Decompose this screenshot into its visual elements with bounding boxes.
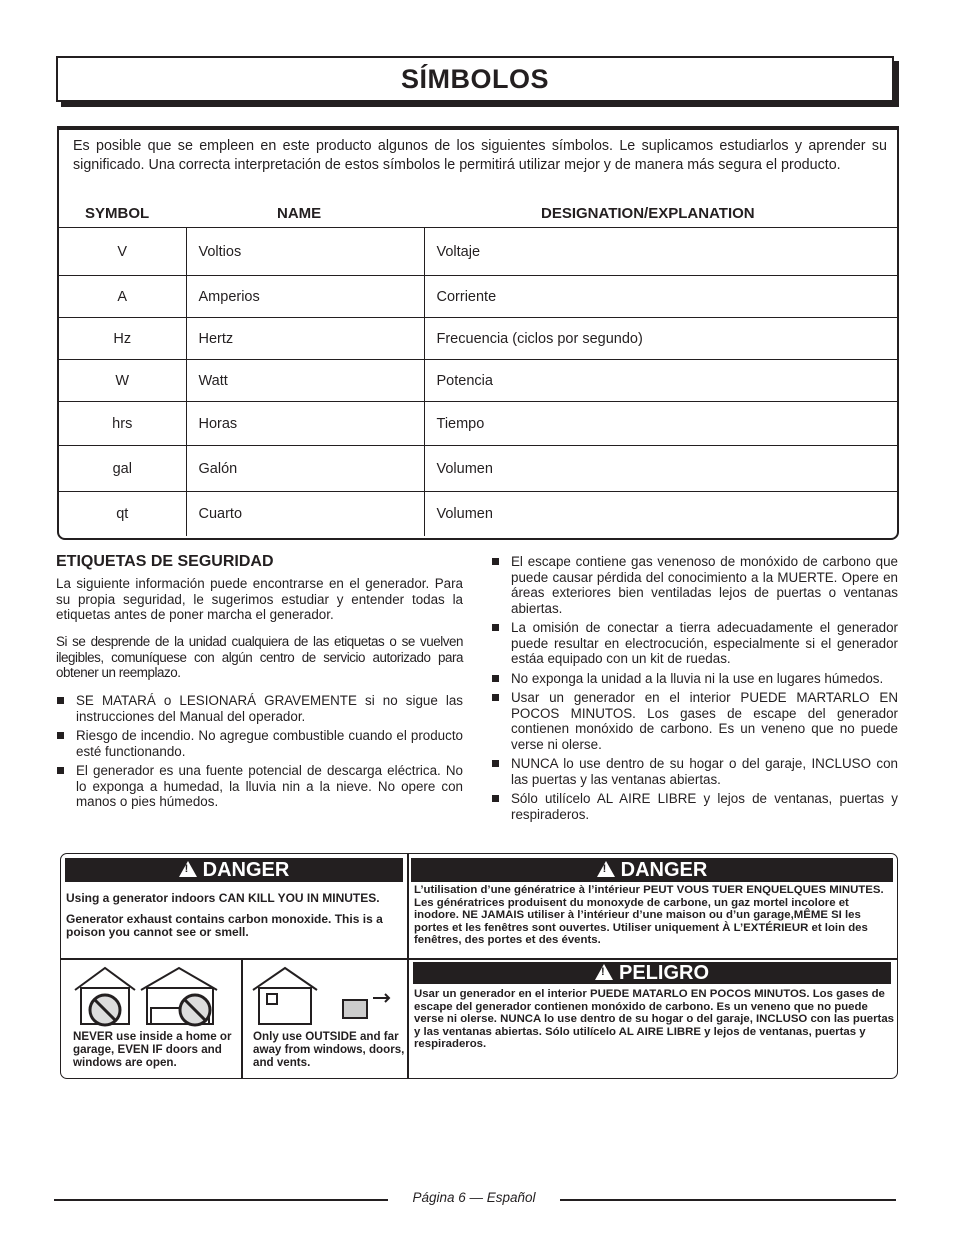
cell-symbol: A [59,276,186,318]
list-item: No exponga la unidad a la lluvia ni la use en lugares húmedos. [491,671,898,687]
safety-para-2: Si se desprende de la unidad cualquiera de las etiquetas o se vuelven ilegibles, comuníquese con algún centro de servicio autorizado para obtener un reemplazo. [56,634,463,680]
table-row [59,446,897,492]
footer-rule-left [54,1199,388,1201]
page-footer: Página 6 — Español [412,1190,536,1205]
table-row [59,276,897,318]
label-es-text: Usar un generador en el interior PUEDE MATARLO EN POCOS MINUTOS. Los gases de escape del generador contienen monóxido de carbono. Es un veneno que no puede verse ni olerse. NUNCA lo use dentro de su hogar o del garaje, INCLUSO con las puertas y las ventanas abiertas. Sólo utilícelo AL AIRE LIBRE y lejos de ventanas, puertas y respiraderos. [414,988,895,1051]
list-item: Sólo utilícelo AL AIRE LIBRE y lejos de ventanas, puertas y respiraderos. [491,791,898,822]
safety-label [60,853,898,1079]
symbols-intro: Es posible que se empleen en este producto algunos de los siguientes símbolos. Le suplicamos estudiarlos y aprender su significado. Una correcta interpretación de estos símbolos le permitirá utilizar mejor y de manera más segura el producto. [73,138,887,173]
table-row [59,402,897,446]
table-row [59,318,897,360]
cell-symbol: hrs [59,402,186,446]
list-item: La omisión de conectar a tierra adecuadamente el generador puede resultar en electrocución, especialmente si el generador estáa equipado con un kit de ruedas. [491,620,898,667]
peligro-banner: !PELIGRO [413,962,891,984]
danger-banner-fr: ! DANGER [411,858,893,882]
footer-rule-right [560,1199,896,1201]
symbols-table [59,227,897,536]
pictogram1-caption: NEVER use inside a home or garage, EVEN IF doors and windows are open. [73,1030,232,1069]
cell-designation: Volumen [424,492,897,536]
list-item: SE MATARÁ o LESIONARÁ GRAVEMENTE si no sigue las instrucciones del Manual del operador. [56,693,463,724]
table-row [59,228,897,276]
cell-name: Watt [186,360,424,402]
list-item: El generador es una fuente potencial de descarga eléctrica. No lo exponga a humedad, la lluvia nin a la nieve. No opere con manos o pies húmedos. [56,763,463,810]
left-bullet-list [56,693,463,814]
safety-heading: ETIQUETAS DE SEGURIDAD [56,553,274,570]
list-item: NUNCA lo use dentro de su hogar o del garaje, INCLUSO con las puertas y las ventanas abiertas. [491,756,898,787]
list-item: Riesgo de incendio. No agregue combustible cuando el producto esté functionando. [56,728,463,759]
pictogram2-caption: Only use OUTSIDE and far away from windows, doors, and vents. [253,1030,405,1069]
warning-triangle-icon [179,861,197,877]
cell-name: Voltios [186,228,424,276]
header-name: NAME [277,205,322,222]
warning-triangle-icon [595,964,613,980]
list-item: Usar un generador en el interior PUEDE MARTARLO EN POCOS MINUTOS. Los gases de escape del generador contienen monóxido de carbono. Es un veneno que no puede verse ni olerse. [491,690,898,752]
cell-designation: Volumen [424,446,897,492]
no-indoor-use-pictogram [71,964,231,1028]
label-en-line1: Using a generator indoors CAN KILL YOU IN MINUTES. [66,891,380,905]
cell-symbol: V [59,228,186,276]
right-bullet-list [491,554,898,826]
list-item: El escape contiene gas venenoso de monóxido de carbono que puede causar pérdida del conocimiento a la MUERTE. Opere en áreas exteriores bien ventiladas lejos de puertas o ventanas abiertas. [491,554,898,616]
header-symbol: SYMBOL [85,205,150,222]
cell-symbol: qt [59,492,186,536]
cell-name: Horas [186,402,424,446]
danger-banner-en: !DANGER [65,858,403,882]
page-title: SÍMBOLOS [400,64,549,94]
cell-symbol: gal [59,446,186,492]
cell-designation: Frecuencia (ciclos por segundo) [424,318,897,360]
cell-name: Amperios [186,276,424,318]
symbols-box [57,126,899,540]
warning-triangle-icon [597,861,615,877]
header-designation: DESIGNATION/EXPLANATION [541,205,755,222]
table-row [59,492,897,536]
table-row [59,360,897,402]
cell-name: Hertz [186,318,424,360]
safety-para-1: La siguiente información puede encontrarse en el generador. Para su propia seguridad, le sugerimos estudiar y entender todas la etiquetas antes de poner marcha el generador. [56,576,463,622]
cell-symbol: W [59,360,186,402]
cell-designation: Tiempo [424,402,897,446]
cell-name: Cuarto [186,492,424,536]
label-fr-text: L’utilisation d’une génératrice à l’intérieur PEUT VOUS TUER ENQUELQUES MINUTES. Les génératrices produisent du monoxyde de carbone, un gaz mortel incolore et inodore. NE JAMAIS utiliser à l’intérieur d’une maison ou d’un garage,MÊME SI les portes et les fenêtres sont ouvertes. Utiliser uniquement À L’EXTÉRIEUR et loin des fenêtres, des portes et des évents. [414,884,884,947]
cell-name: Galón [186,446,424,492]
label-en-line2: Generator exhaust contains carbon monoxide. This is a poison you cannot see or smell. [66,912,383,940]
cell-designation: Corriente [424,276,897,318]
title-box [56,56,894,102]
cell-designation: Potencia [424,360,897,402]
cell-designation: Voltaje [424,228,897,276]
outdoor-use-pictogram [249,964,405,1028]
cell-symbol: Hz [59,318,186,360]
